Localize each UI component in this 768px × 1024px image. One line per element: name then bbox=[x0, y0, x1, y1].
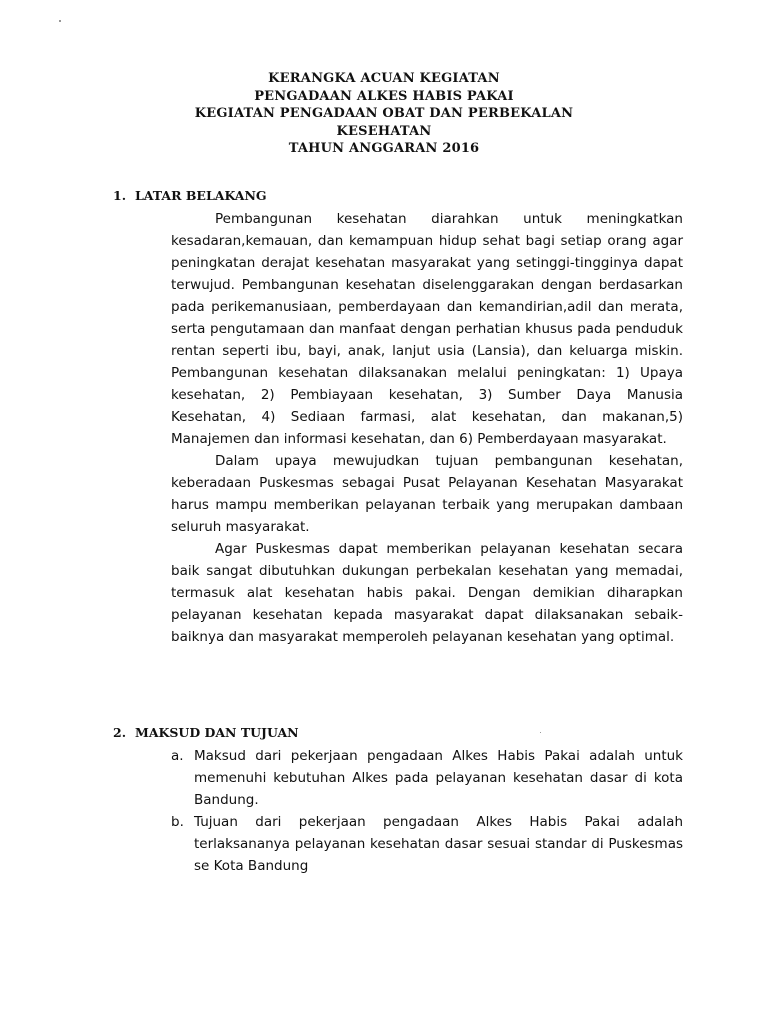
section-title: LATAR BELAKANG bbox=[135, 188, 267, 203]
list-marker: a. bbox=[171, 748, 184, 764]
list-item-text: Maksud dari pekerjaan pengadaan Alkes Habis Pakai adalah untuk memenuhi kebutuhan Alkes pada pelayanan kesehatan dasar di kota Bandung. bbox=[194, 748, 683, 808]
paragraph: Agar Puskesmas dapat memberikan pelayanan kesehatan secara baik sangat dibutuhkan dukungan perbekalan kesehatan yang memadai, termasuk alat kesehatan habis pakai. Dengan demikian diharapkan pelayanan kesehatan kepada masyarakat dapat dilaksanakan sebaik-baiknya dan masyarakat memperoleh pelayanan kesehatan yang optimal. bbox=[171, 541, 683, 645]
title-line-4: KESEHATAN bbox=[336, 123, 432, 139]
title-line-5: TAHUN ANGGARAN 2016 bbox=[288, 141, 480, 156]
paragraph: Pembangunan kesehatan diarahkan untuk meningkatkan kesadaran,kemauan, dan kemampuan hidup sehat bagi setiap orang agar peningkatan derajat kesehatan masyarakat yang setinggi-tingginya dapat terwujud. Pembangunan kesehatan diselenggarakan dengan berdasarkan pada perikemanusiaan, pemberdayaan dan kemandirian,adil dan merata, serta pengutamaan dan manfaat dengan perhatian khusus pada penduduk rentan seperti ibu, bayi, anak, lanjut usia (Lansia), dan keluarga miskin. Pembangunan kesehatan dilaksanakan melalui peningkatan: 1) Upaya kesehatan, 2) Pembiayaan kesehatan, 3) Sumber Daya Manusia Kesehatan, 4) Sediaan farmasi, alat kesehatan, dan makanan,5) Manajemen dan informasi kesehatan, dan 6) Pemberdayaan masyarakat. bbox=[171, 211, 683, 447]
title-line-2: PENGADAAN ALKES HABIS PAKAI bbox=[254, 88, 514, 104]
scan-speck bbox=[59, 20, 61, 22]
section-number: 1. bbox=[113, 188, 127, 203]
list-marker: b. bbox=[171, 814, 184, 830]
title-line-3: KEGIATAN PENGADAAN OBAT DAN PERBEKALAN bbox=[194, 106, 574, 121]
title-line-1: KERANGKA ACUAN KEGIATAN bbox=[268, 71, 500, 86]
scan-speck bbox=[540, 732, 541, 733]
section-heading-maksud-dan-tujuan bbox=[113, 725, 299, 740]
document-title bbox=[0, 70, 768, 158]
paragraph: Dalam upaya mewujudkan tujuan pembangunan kesehatan, keberadaan Puskesmas sebagai Pusat Pelayanan Kesehatan Masyarakat harus mampu memberikan pelayanan terbaik yang merupakan dambaan seluruh masyarakat. bbox=[171, 453, 683, 535]
section-title: MAKSUD DAN TUJUAN bbox=[135, 725, 299, 740]
list-item-text: Tujuan dari pekerjaan pengadaan Alkes Habis Pakai adalah terlaksananya pelayanan kesehatan dasar sesuai standar di Puskesmas se Kota Bandung bbox=[194, 814, 683, 874]
list-item bbox=[171, 745, 683, 811]
section-number: 2. bbox=[113, 725, 127, 740]
list-item bbox=[171, 811, 683, 877]
section-body-maksud-dan-tujuan bbox=[171, 745, 683, 877]
section-body-latar-belakang bbox=[171, 208, 683, 648]
section-heading-latar-belakang bbox=[113, 188, 267, 203]
